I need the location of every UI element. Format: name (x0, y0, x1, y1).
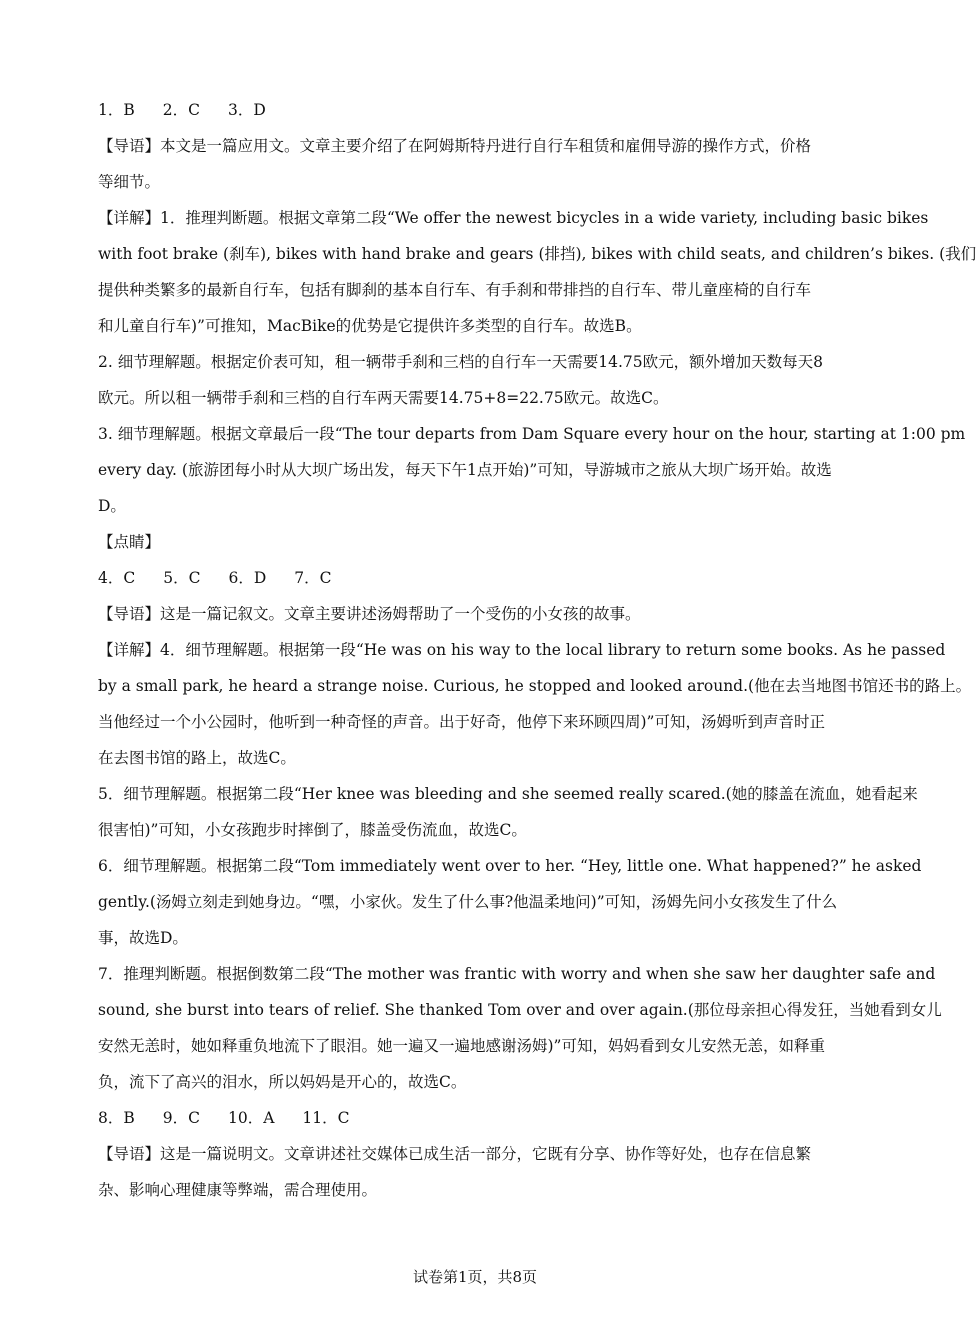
answer-item: 3．D (228, 101, 266, 119)
explanation-line: 【详解】4．细节理解题。根据第一段“He was on his way to the local library to return some books. As he passed (98, 641, 946, 659)
explanation-line: 【导语】本文是一篇应用文。文章主要介绍了在阿姆斯特丹进行自行车租赁和雇佣导游的操作方式，价格 (98, 137, 812, 155)
explanation-line: 提供种类繁多的最新自行车，包括有脚刹的基本自行车、有手刹和带排挡的自行车、带儿童座椅的自行车 (98, 281, 812, 299)
explanation-line: 等细节。 (98, 173, 161, 191)
explanation-line: 【导语】这是一篇记叙文。文章主要讲述汤姆帮助了一个受伤的小女孩的故事。 (98, 605, 641, 623)
answer-item: 7．C (294, 569, 332, 587)
answer-key-content (98, 92, 976, 1208)
explanation-line: 2. 细节理解题。根据定价表可知，租一辆带手刹和三档的自行车一天需要14.75欧元，额外增加天数每天8 (98, 353, 823, 371)
explanation-line: 负，流下了高兴的泪水，所以妈妈是开心的，故选C。 (98, 1073, 467, 1091)
page-footer: 试卷第1页，共8页 (412, 1268, 538, 1286)
answer-item: 6．D (228, 569, 267, 587)
explanation-line: 欧元。所以租一辆带手刹和三档的自行车两天需要14.75+8=22.75欧元。故选C。 (98, 389, 669, 407)
explanation-line: 事，故选D。 (98, 929, 188, 947)
explanation-line: with foot brake (刹车), bikes with hand brake and gears (排挡), bikes with child seats, and children’s bikes. (我们 (98, 245, 976, 263)
explanation-line: 在去图书馆的路上，故选C。 (98, 749, 296, 767)
answer-item: 4．C (98, 569, 136, 587)
answer-item: 11．C (302, 1109, 350, 1127)
explanation-line: 和儿童自行车)”可推知，MacBike的优势是它提供许多类型的自行车。故选B。 (98, 317, 642, 335)
explanation-line: 5．细节理解题。根据第二段“Her knee was bleeding and she seemed really scared.(她的膝盖在流血，她看起来 (98, 785, 918, 803)
answer-item: 9．C (162, 1109, 200, 1127)
explanation-line: 很害怕)”可知，小女孩跑步时摔倒了，膝盖受伤流血，故选C。 (98, 821, 527, 839)
explanation-line: 6．细节理解题。根据第二段“Tom immediately went over to her. “Hey, little one. What happened?” he asked (98, 857, 922, 875)
explanation-line: 【导语】这是一篇说明文。文章讲述社交媒体已成生活一部分，它既有分享、协作等好处，也存在信息繁 (98, 1145, 812, 1163)
answer-item: 8．B (98, 1109, 135, 1127)
answer-item: 2．C (162, 101, 200, 119)
explanation-line: D。 (98, 497, 126, 515)
answer-row (98, 560, 856, 596)
explanation-line: 【详解】1．推理判断题。根据文章第二段“We offer the newest bicycles in a wide variety, including basic bikes (98, 209, 929, 227)
answer-item: 10．A (228, 1109, 275, 1127)
explanation-line: 7．推理判断题。根据倒数第二段“The mother was frantic with worry and when she saw her daughter safe and (98, 965, 936, 983)
answer-row (98, 92, 856, 128)
explanation-line: every day. (旅游团每小时从大坝广场出发，每天下午1点开始)”可知，导游城市之旅从大坝广场开始。故选 (98, 461, 832, 479)
explanation-line: 安然无恙时，她如释重负地流下了眼泪。她一遍又一遍地感谢汤姆)”可知，妈妈看到女儿安然无恙，如释重 (98, 1037, 825, 1055)
explanation-line: 3. 细节理解题。根据文章最后一段“The tour departs from Dam Square every hour on the hour, starting at 1:00 pm (98, 425, 966, 443)
explanation-line: by a small park, he heard a strange noise. Curious, he stopped and looked around.(他在去当地图书馆还书的路上。 (98, 677, 972, 695)
answer-row (98, 1100, 856, 1136)
explanation-line: 【点睛】 (98, 533, 161, 551)
answer-item: 5．C (163, 569, 201, 587)
explanation-line: 杂、影响心理健康等弊端，需合理使用。 (98, 1181, 378, 1199)
explanation-line: sound, she burst into tears of relief. She thanked Tom over and over again.(那位母亲担心得发狂，当她看到女儿 (98, 1001, 942, 1019)
explanation-line: gently.(汤姆立刻走到她身边。“嘿，小家伙。发生了什么事?他温柔地问)”可知，汤姆先问小女孩发生了什么 (98, 893, 838, 911)
explanation-line: 当他经过一个小公园时，他听到一种奇怪的声音。出于好奇，他停下来环顾四周)”可知，汤姆听到声音时正 (98, 713, 825, 731)
answer-item: 1．B (98, 101, 135, 119)
